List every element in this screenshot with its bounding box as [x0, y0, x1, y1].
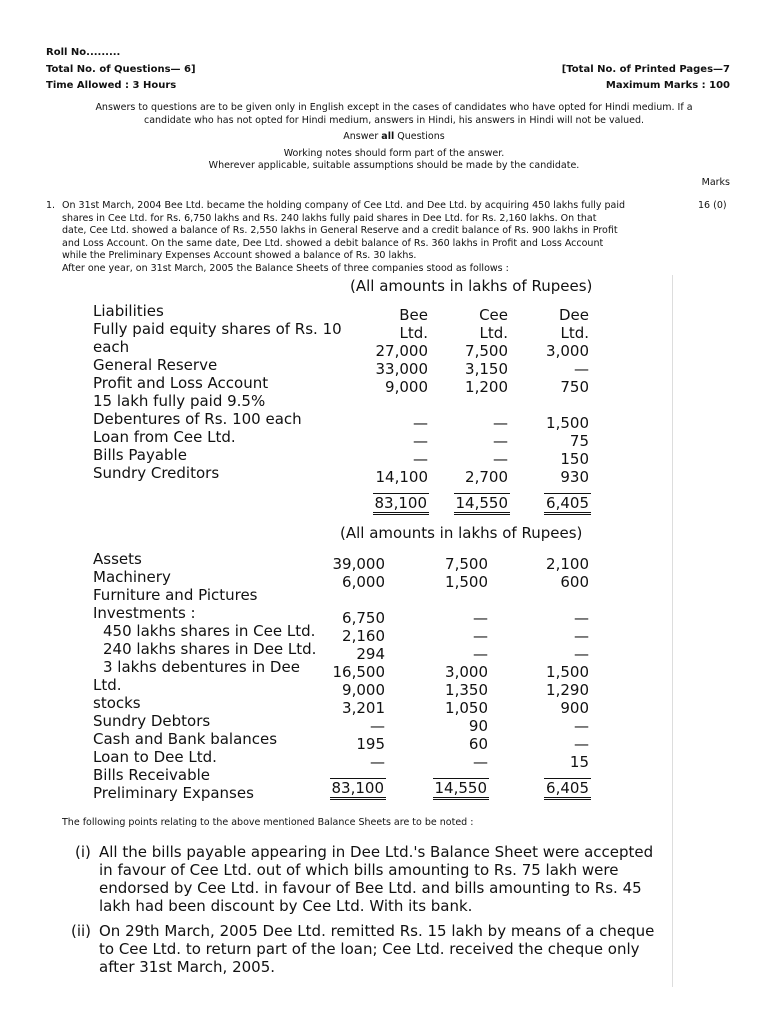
cell: 3,150 — [465, 360, 508, 378]
liabilities-cee-column — [465, 306, 508, 486]
cell: 90 — [468, 717, 488, 735]
question-line: and Loss Account. On the same date, Dee Ltd. showed a debit balance of Rs. 360 lakhs in Profit and Loss Account — [62, 237, 604, 249]
cell: — — [493, 414, 508, 432]
cell: 930 — [560, 468, 589, 486]
cell: 1,290 — [546, 681, 589, 699]
answer-post: Questions — [394, 131, 445, 142]
asset-label: stocks — [93, 694, 141, 712]
point-number: (i) — [75, 843, 91, 861]
column-header: Ltd. — [479, 324, 508, 342]
cell: — — [413, 414, 428, 432]
cell: 2,700 — [465, 468, 508, 486]
liabilities-cee-total — [454, 493, 511, 515]
column-header: Ltd. — [560, 324, 589, 342]
cell: 2,100 — [546, 555, 589, 573]
assets-bee-column — [333, 555, 386, 771]
question-marks — [698, 200, 727, 213]
cell: 1,500 — [445, 573, 488, 591]
cell: — — [574, 645, 589, 663]
total-questions: Total No. of Questions— 6] — [46, 64, 196, 75]
cell: 60 — [468, 735, 488, 753]
cell: 6,000 — [342, 573, 385, 591]
cell: — — [473, 753, 488, 771]
cell — [546, 591, 589, 609]
asset-label: Loan to Dee Ltd. — [93, 748, 217, 766]
liabilities-bee-column — [376, 306, 429, 486]
instruction-line-1: Answers to questions are to be given only in English except in the cases of candidates who have opted for Hindi medium. If a — [95, 102, 693, 113]
total-value: 14,550 — [454, 493, 511, 515]
cell: — — [574, 735, 589, 753]
asset-label: Investments : — [93, 604, 196, 622]
total-value: 14,550 — [433, 778, 490, 800]
point-number: (ii) — [71, 922, 92, 940]
liability-label: each — [93, 338, 130, 356]
cell: 75 — [569, 432, 589, 450]
cell: — — [473, 645, 488, 663]
cell: 3,201 — [342, 699, 385, 717]
marks-value: 16 — [698, 200, 711, 211]
liabilities-bee-total — [373, 493, 430, 515]
question-line: while the Preliminary Expenses Account showed a balance of Rs. 30 lakhs. — [62, 250, 417, 261]
assets-dee-column — [546, 555, 589, 771]
time-allowed: Time Allowed : 3 Hours — [46, 80, 177, 91]
cell: 15 — [569, 753, 589, 771]
question-number: 1. — [46, 200, 56, 211]
question-line: After one year, on 31st March, 2005 the Balance Sheets of three companies stood as follows : — [62, 262, 509, 274]
liabilities-dee-total — [544, 493, 591, 515]
cell: 7,500 — [465, 342, 508, 360]
cell: 1,350 — [445, 681, 488, 699]
liability-label: Debentures of Rs. 100 each — [93, 410, 302, 428]
instruction-language — [40, 102, 748, 127]
liabilities-labels — [93, 302, 342, 482]
cell: 900 — [560, 699, 589, 717]
assets-cee-column — [445, 555, 488, 771]
column-header: Cee — [479, 306, 508, 324]
cell: 150 — [560, 450, 589, 468]
cell: 1,500 — [546, 663, 589, 681]
assets-labels — [93, 550, 316, 802]
instruction-line-2: candidate who has not opted for Hindi medium, answers in Hindi, his answers in Hindi will not be valued. — [143, 114, 645, 126]
asset-label: Furniture and Pictures — [93, 586, 258, 604]
asset-label: Bills Receivable — [93, 766, 210, 784]
total-value: 6,405 — [544, 778, 591, 800]
cell — [376, 396, 429, 414]
cell: 9,000 — [342, 681, 385, 699]
asset-label: Cash and Bank balances — [93, 730, 278, 748]
liability-label: Profit and Loss Account — [93, 374, 269, 392]
cell: — — [574, 627, 589, 645]
cell: 195 — [356, 735, 385, 753]
column-header: Bee — [399, 306, 428, 324]
question-line: shares in Cee Ltd. for Rs. 6,750 lakhs and Rs. 240 lakhs fully paid shares in Dee Ltd. for Rs. 2,160 lakhs. On that — [62, 212, 597, 224]
cell — [445, 591, 488, 609]
cell: 1,200 — [465, 378, 508, 396]
max-marks: Maximum Marks : 100 — [605, 80, 730, 91]
points-intro: The following points relating to the above mentioned Balance Sheets are to be noted : — [62, 817, 474, 828]
roll-no: Roll No......... — [46, 47, 121, 58]
asset-label: Preliminary Expanses — [93, 784, 254, 802]
cell: 27,000 — [375, 342, 428, 360]
point-text: All the bills payable appearing in Dee Ltd.'s Balance Sheet were accepted in favour of Cee Ltd. out of which bills amounting to Rs. 75 lakh were endorsed by Cee Ltd. in favour of Bee Ltd. and bills amounting to Rs. 45 lakh had been discount by Cee Ltd. With its bank. — [99, 843, 654, 915]
cell: 294 — [356, 645, 385, 663]
cell — [333, 591, 386, 609]
asset-label: 450 lakhs shares in Cee Ltd. — [103, 622, 316, 640]
column-header: Dee — [558, 306, 589, 324]
printed-pages: [Total No. of Printed Pages—7 — [561, 64, 730, 75]
question-line: On 31st March, 2004 Bee Ltd. became the holding company of Cee Ltd. and Dee Ltd. by acquiring 450 lakhs fully paid — [62, 200, 626, 211]
liability-label: Sundry Creditors — [93, 464, 220, 482]
marks-label: Marks — [701, 177, 730, 188]
cell: 7,500 — [445, 555, 488, 573]
question-text — [62, 200, 672, 275]
cell: 2,160 — [342, 627, 385, 645]
cell: — — [473, 609, 488, 627]
assets-cee-total — [433, 778, 490, 800]
total-value: 83,100 — [330, 778, 387, 800]
marks-sub: (0) — [713, 200, 727, 211]
answer-all-line — [40, 131, 748, 144]
asset-label: Sundry Debtors — [93, 712, 211, 730]
liability-label: General Reserve — [93, 356, 218, 374]
liabilities-caption: (All amounts in lakhs of Rupees) — [350, 277, 593, 295]
answer-bold: all — [381, 131, 395, 142]
asset-label: Ltd. — [93, 676, 122, 694]
cell: — — [370, 717, 385, 735]
assumptions: Wherever applicable, suitable assumptions should be made by the candidate. — [208, 160, 580, 171]
asset-label: Assets — [93, 550, 142, 568]
cell: 3,000 — [546, 342, 589, 360]
asset-label: 240 lakhs shares in Dee Ltd. — [103, 640, 317, 658]
question-line: date, Cee Ltd. showed a balance of Rs. 2,550 lakhs in General Reserve and a credit balance of Rs. 900 lakhs in Profit — [62, 225, 618, 236]
cell: — — [493, 450, 508, 468]
cell: 14,100 — [375, 468, 428, 486]
assets-bee-total — [330, 778, 387, 800]
liability-label: Bills Payable — [93, 446, 187, 464]
cell: — — [370, 753, 385, 771]
cell: — — [413, 432, 428, 450]
liability-label: 15 lakh fully paid 9.5% — [93, 392, 266, 410]
cell: 1,050 — [445, 699, 488, 717]
assets-dee-total — [544, 778, 591, 800]
cell: 750 — [560, 378, 589, 396]
total-value: 83,100 — [373, 493, 430, 515]
cell: 3,000 — [445, 663, 488, 681]
cell: 6,750 — [342, 609, 385, 627]
cell: — — [473, 627, 488, 645]
working-notes: Working notes should form part of the answer. — [283, 148, 505, 159]
cell: — — [493, 432, 508, 450]
cell: — — [574, 717, 589, 735]
cell: 600 — [560, 573, 589, 591]
cell — [546, 396, 589, 414]
cell: 33,000 — [375, 360, 428, 378]
asset-label: 3 lakhs debentures in Dee — [103, 658, 300, 676]
cell: — — [413, 450, 428, 468]
point-text: On 29th March, 2005 Dee Ltd. remitted Rs. 15 lakh by means of a cheque to Cee Ltd. to return part of the loan; Cee Ltd. received the cheque only after 31st March, 2005. — [99, 922, 655, 976]
cell: 1,500 — [546, 414, 589, 432]
cell: 9,000 — [385, 378, 428, 396]
asset-label: Machinery — [93, 568, 171, 586]
cell: 39,000 — [332, 555, 385, 573]
cell: 16,500 — [332, 663, 385, 681]
liability-label: Loan from Cee Ltd. — [93, 428, 236, 446]
column-header: Ltd. — [399, 324, 428, 342]
cell: — — [574, 609, 589, 627]
cell: — — [574, 360, 589, 378]
liabilities-dee-column — [546, 306, 589, 486]
cell — [465, 396, 508, 414]
liability-label: Liabilities — [93, 302, 164, 320]
assets-caption: (All amounts in lakhs of Rupees) — [340, 524, 583, 542]
answer-pre: Answer — [343, 131, 382, 142]
total-value: 6,405 — [544, 493, 591, 515]
liability-label: Fully paid equity shares of Rs. 10 — [93, 320, 342, 338]
